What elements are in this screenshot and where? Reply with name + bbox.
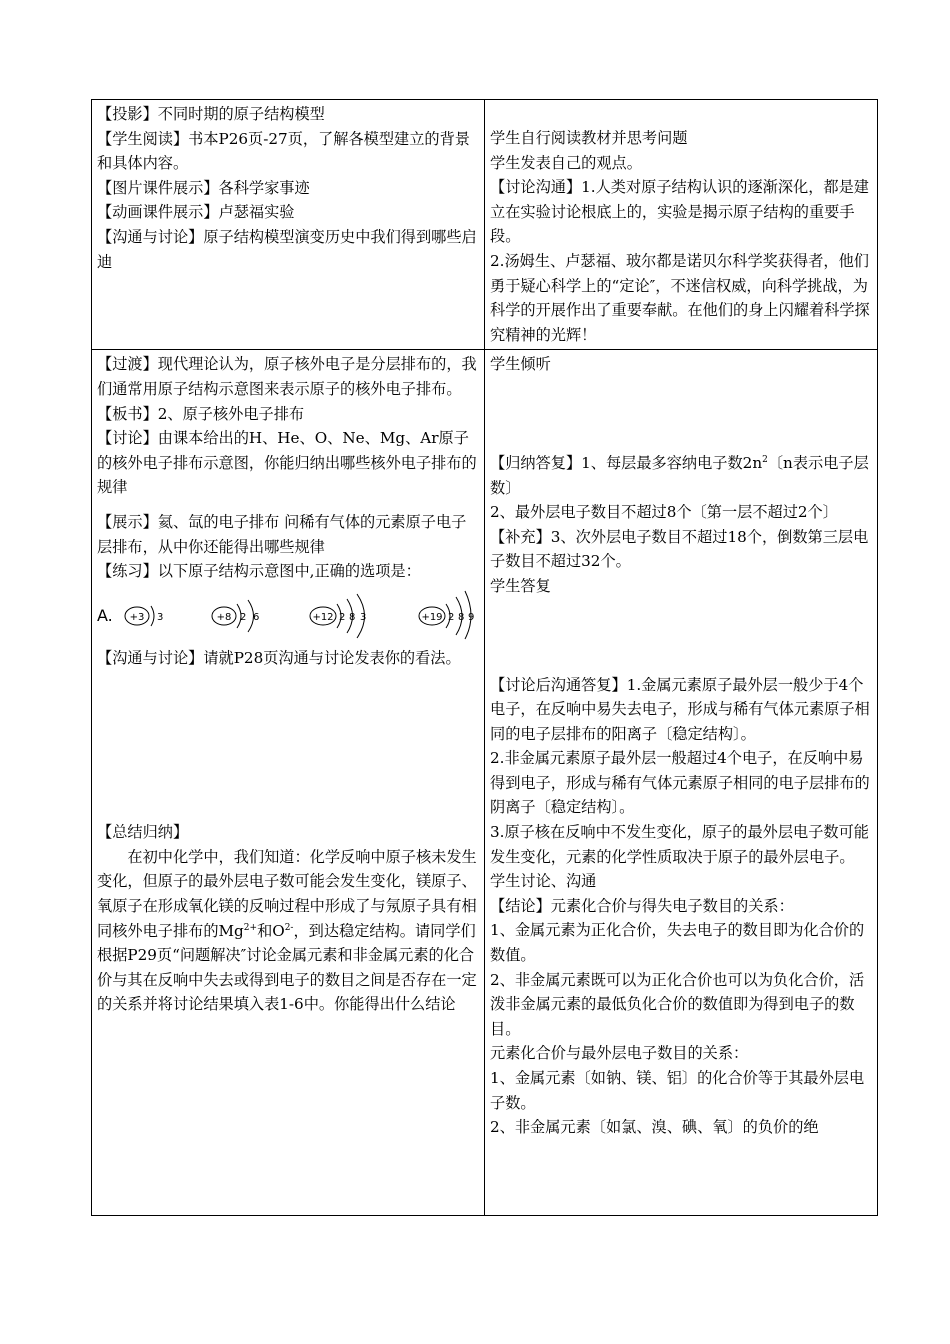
table-row	[92, 350, 878, 1216]
paragraph: 2.汤姆生、卢瑟福、玻尔都是诺贝尔科学奖获得者，他们勇于疑心科学上的“定论″，不迷信权威，向科学挑战，为科学的开展作出了重要奉献。在他们的身上闪耀着科学探究精神的光辉！	[490, 251, 870, 344]
paragraph: 【练习】以下原子结构示意图中,正确的选项是：	[97, 562, 421, 581]
nucleus-charge: +12	[312, 611, 334, 623]
paragraph: 【讨论沟通】1.人类对原子结构认识的逐渐深化，都是建立在实验讨论根底上的，实验是揭示原子结构的重要手段。	[490, 178, 869, 246]
paragraph: 【展示】氦、氙的电子排布 问稀有气体的元素原子电子层排布，从中你还能得出哪些规律	[97, 512, 467, 556]
paragraph: 【讨论后沟通答复】1.金属元素原子最外层一般少于4个电子，在反响中易失去电子，形成与稀有气体元素原子相同的电子层排布的阳离子〔稳定结构〕。	[490, 675, 870, 743]
superscript: 2-	[284, 922, 294, 933]
paragraph: 【过渡】现代理论认为，原子核外电子是分层排布的，我们通常用原子结构示意图来表示原子的核外电子排布。	[97, 355, 477, 398]
text-run: 【归纳答复】1、每层最多容纳电子数2n	[490, 453, 763, 472]
paragraph: 【沟通与讨论】请就P28页沟通与讨论发表你的看法。	[97, 648, 461, 667]
paragraph: 2.非金属元素原子最外层一般超过4个电子，在反响中易得到电子，形成与稀有气体元素原子相同的电子层排布的阴离子〔稳定结构〕。	[490, 749, 870, 817]
teacher-activity-cell	[92, 350, 485, 1216]
text-run: ，到达稳定结构。请同学们根据P29页“问题解决″讨论金属元素和非金属元素的化合价与其在反响中失去或得到电子的数目之间是否存在一定的关系并将讨论结果填入表1-6中。你能得出什么结论	[97, 921, 477, 1014]
shell-electrons: 6	[253, 611, 260, 623]
paragraph: 3.原子核在反响中不发生变化，原子的最外层电子数可能发生变化，元素的化学性质取决于原子的最外层电子。	[490, 823, 869, 866]
teacher-activity-cell	[92, 100, 485, 350]
paragraph: 【图片课件展示】各科学家事迹	[97, 178, 310, 197]
paragraph: 【沟通与讨论】原子结构模型演变历史中我们得到哪些启迪	[97, 227, 477, 271]
nucleus-charge: +19	[421, 611, 443, 623]
paragraph: 2、非金属元素〔如氯、溴、碘、氧〕的负价的绝	[490, 1118, 819, 1137]
section-heading: 【总结归纳】	[97, 823, 189, 842]
paragraph: 学生答复	[490, 576, 551, 595]
paragraph: 学生自行阅读教材并思考问题	[490, 129, 688, 147]
atom-diagram-1	[125, 606, 163, 626]
shell-electrons: 3	[157, 611, 164, 623]
superscript: 2	[762, 454, 768, 465]
paragraph: 【结论】元素化合价与得失电子数目的关系：	[490, 896, 794, 915]
shell-electrons: 9	[468, 611, 475, 623]
paragraph: 【补充】3、次外层电子数目不超过18个，倒数第三层电子数目不超过32个。	[490, 527, 869, 571]
student-activity-cell	[485, 350, 878, 1216]
option-label: A.	[97, 605, 113, 625]
shell-electrons: 2	[339, 611, 346, 623]
paragraph	[490, 451, 873, 500]
atom-diagrams-svg	[97, 588, 477, 640]
superscript: 2+	[243, 922, 258, 933]
paragraph: 学生发表自己的观点。	[490, 153, 642, 172]
paragraph: 【动画课件展示】卢瑟福实验	[97, 203, 295, 222]
student-activity-cell	[485, 100, 878, 350]
atom-diagram-3	[310, 594, 366, 638]
shell-electrons: 8	[458, 611, 465, 623]
paragraph: 1、金属元素为正化合价，失去电子的数目即为化合价的数值。	[490, 921, 865, 965]
atom-diagram-4	[419, 591, 474, 639]
paragraph: 元素化合价与最外层电子数目的关系：	[490, 1044, 749, 1063]
paragraph: 1、金属元素〔如钠、镁、铝〕的化合价等于其最外层电子数。	[490, 1069, 865, 1112]
text-run: 在初中化学中，我们知道：化学反响中原子核未发生变化，但原子的最外层电子数可能会发生变化，镁原子、氧原子在形成氧化镁的反响过程中形成了与氖原子具有相同核外电子排布的Mg	[97, 847, 477, 940]
atom-diagram-2	[212, 600, 259, 632]
paragraph: 2、非金属元素既可以为正化合价也可以为负化合价，活泼非金属元素的最低负化合价的数值即为得到电子的数目。	[490, 970, 865, 1038]
text-run: 〔n表示电子层数〕	[490, 453, 869, 497]
nucleus-charge: +3	[129, 611, 145, 623]
shell-electrons: 8	[349, 611, 356, 623]
paragraph	[97, 845, 480, 1017]
text-run: 和O	[257, 921, 285, 940]
lesson-plan-table	[91, 99, 878, 1216]
table-row	[92, 100, 878, 350]
shell-electrons: 2	[240, 611, 247, 623]
paragraph: 【讨论】由课本给出的H、He、O、Ne、Mg、Ar原子的核外电子排布示意图，你能归纳出哪些核外电子排布的规律	[97, 429, 477, 497]
atom-structure-diagrams	[97, 588, 480, 640]
paragraph: 学生倾听	[490, 355, 551, 374]
paragraph: 【板书】2、原子核外电子排布	[97, 404, 305, 423]
shell-electrons: 3	[360, 611, 367, 623]
nucleus-charge: +8	[216, 611, 232, 623]
paragraph: 2、最外层电子数目不超过8个〔第一层不超过2个〕	[490, 503, 838, 522]
shell-electrons: 2	[448, 611, 455, 623]
paragraph: 【学生阅读】书本P26页-27页，了解各模型建立的背景和具体内容。	[97, 129, 470, 173]
paragraph: 学生讨论、沟通	[490, 872, 597, 891]
paragraph: 【投影】不同时期的原子结构模型	[97, 105, 325, 123]
